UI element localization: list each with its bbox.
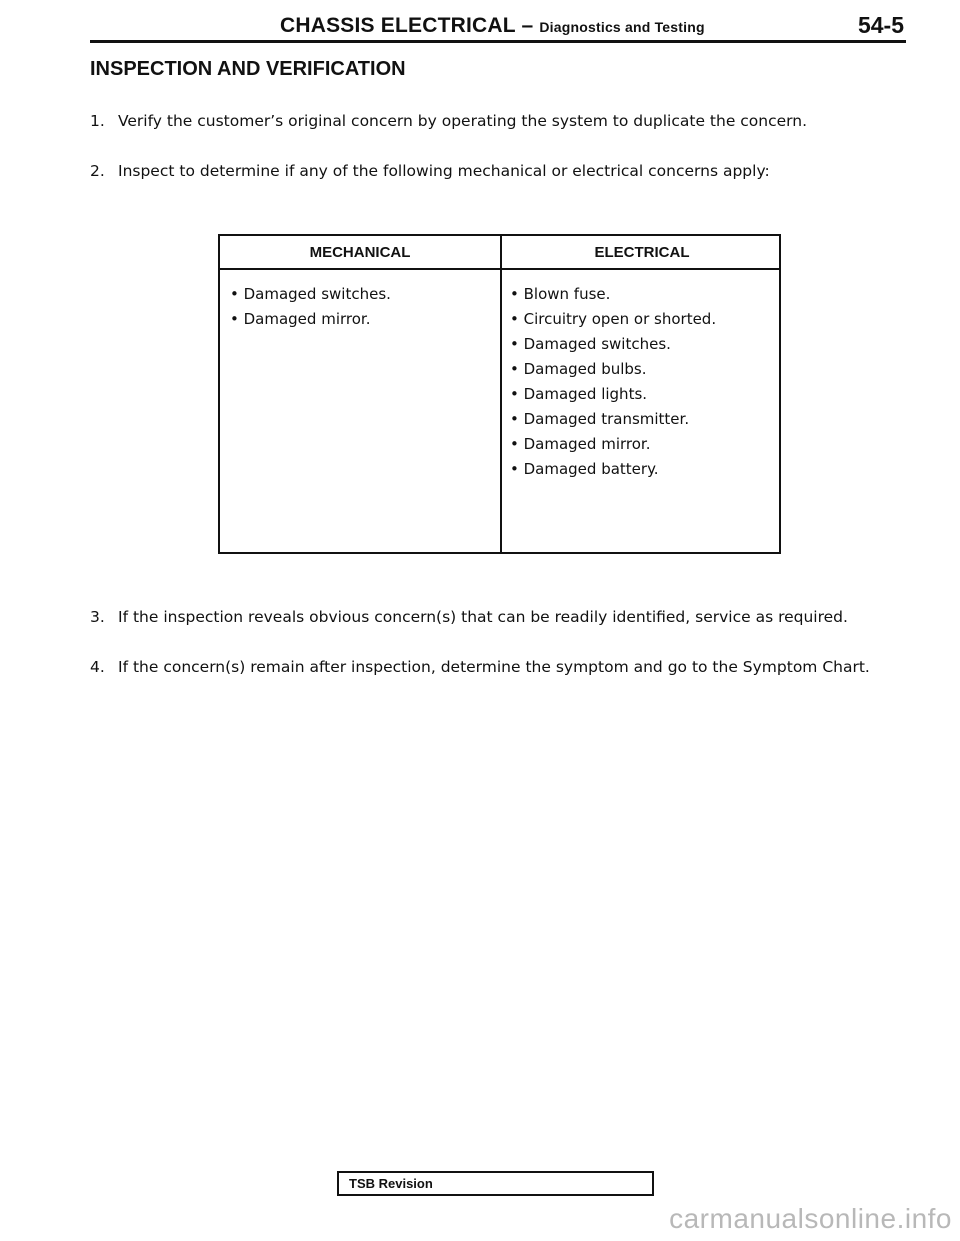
step-number: 3. xyxy=(90,608,105,626)
header-title-main: CHASSIS ELECTRICAL xyxy=(280,14,516,37)
column-header-mechanical: MECHANICAL xyxy=(309,244,411,261)
step-text: Verify the customer’s original concern by operating the system to duplicate the concern. xyxy=(118,112,808,130)
tsb-revision-box: TSB Revision xyxy=(337,1171,654,1196)
column-divider xyxy=(500,236,502,552)
list-item: • Blown fuse. xyxy=(510,285,611,303)
step-text: Inspect to determine if any of the following mechanical or electrical concerns apply: xyxy=(118,162,770,180)
step-2 xyxy=(90,162,770,180)
step-number: 2. xyxy=(90,162,105,180)
step-text: If the inspection reveals obvious concern(s) that can be readily identified, service as required. xyxy=(118,608,848,626)
list-item: • Damaged battery. xyxy=(510,460,659,478)
list-item: • Damaged transmitter. xyxy=(510,410,690,428)
step-number: 1. xyxy=(90,112,105,130)
list-item: • Damaged mirror. xyxy=(510,435,651,453)
section-title: INSPECTION AND VERIFICATION xyxy=(90,58,406,80)
electrical-list xyxy=(510,282,716,482)
page-number: 54-5 xyxy=(857,12,904,38)
header-title-separator: – xyxy=(515,14,540,37)
page-header xyxy=(90,10,906,43)
list-item: • Damaged bulbs. xyxy=(510,360,647,378)
step-1 xyxy=(90,112,807,130)
step-4 xyxy=(90,658,870,676)
header-title xyxy=(280,14,705,38)
concerns-table xyxy=(218,234,781,554)
step-3 xyxy=(90,608,848,626)
step-number: 4. xyxy=(90,658,105,676)
header-subtitle: Diagnostics and Testing xyxy=(539,19,705,35)
mechanical-list xyxy=(230,282,391,332)
list-item: • Damaged mirror. xyxy=(230,310,371,328)
list-item: • Damaged switches. xyxy=(510,335,671,353)
watermark: carmanualsonline.info xyxy=(669,1203,952,1234)
list-item: • Damaged switches. xyxy=(230,285,391,303)
step-text: If the concern(s) remain after inspection, determine the symptom and go to the Symptom Chart. xyxy=(118,658,870,676)
list-item: • Damaged lights. xyxy=(510,385,648,403)
column-header-electrical: ELECTRICAL xyxy=(594,244,690,261)
list-item: • Circuitry open or shorted. xyxy=(510,310,717,328)
